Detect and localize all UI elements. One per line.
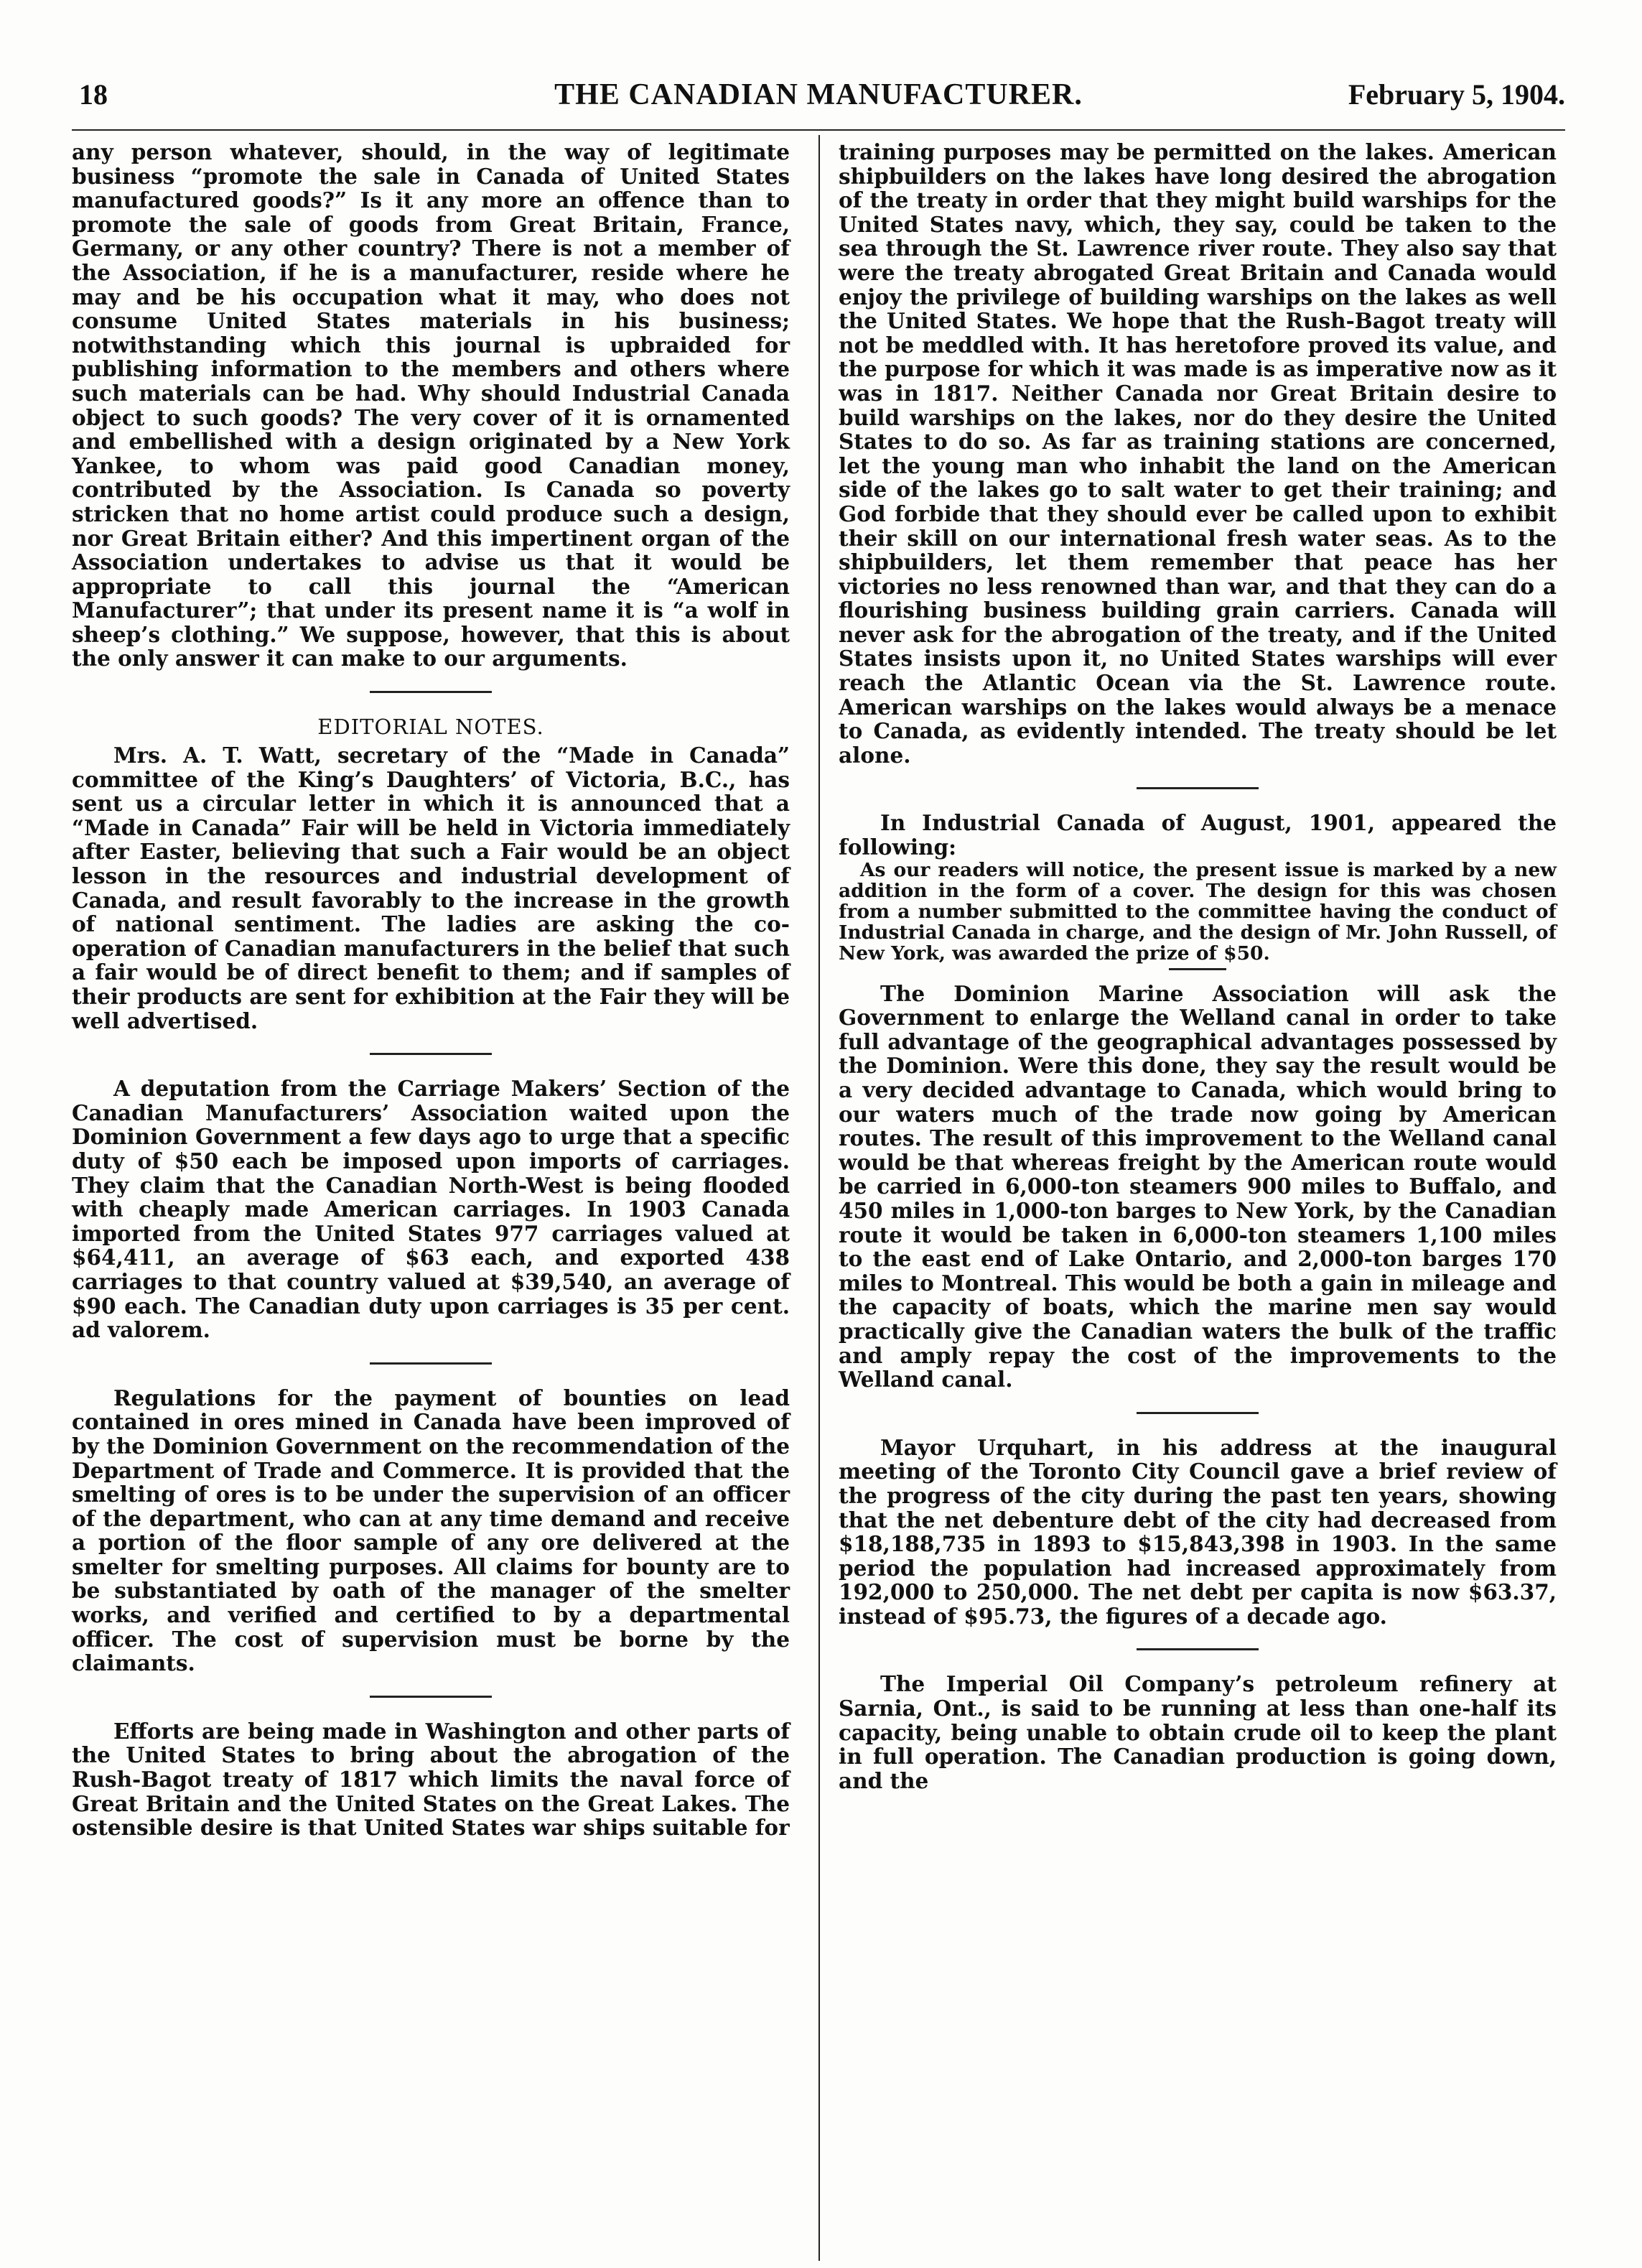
section-divider <box>370 1696 492 1698</box>
quote-divider <box>1169 968 1226 970</box>
note-toronto-debt: Mayor Urquhart, in his address at the inaugural meeting of the Toronto City Council gave a brief review of the progress of the city during the past ten years, showing that the net debenture debt of the city had decreased from $18,188,735 in 1893 to $15,843,398 in 1903. In the same period the population had increased approximately from 192,000 to 250,000. The net debt per capita is now $63.37, instead of $95.73, the figures of a decade ago. <box>839 1434 1557 1629</box>
note-industrial-canada: In Industrial Canada of August, 1901, appeared the following: <box>839 810 1557 860</box>
section-divider <box>370 1362 492 1365</box>
column-divider <box>818 135 820 2261</box>
note-carriage-makers: A deputation from the Carriage Makers’ Section of the Canadian Manufacturers’ Association waited upon the Dominion Government a few days ago to urge that a specific duty of $50 each be imposed upon imports of carriages. They claim that the Canadian North-West is being flooded with cheaply made American carriages. In 1903 Canada imported from the United States 977 carriages valued at $64,411, an average of $63 each, and exported 438 carriages to that country valued at $39,540, an average of $90 each. The Canadian duty upon carriages is 35 per cent. ad valorem. <box>72 1076 790 1343</box>
rush-bagot-continuation: training purposes may be permitted on the lakes. American shipbuilders on the lakes have long desired the abrogation of the treaty in order that they might build warships for the United States navy, which, they say, could be taken to the sea through the St. Lawrence river route. They also say that were the treaty abrogated Great Britain and Canada would enjoy the privilege of building warships on the lakes as well the United States. We hope that the Rush-Bagot treaty will not be meddled with. It has heretofore proved its value, and the purpose for which it was made is as imperative now as it was in 1817. Neither Canada nor Great Britain desire to build warships on the lakes, nor do they desire the United States to do so. As far as training stations are concerned, let the young man who inhabit the land on the American side of the lakes go to salt water to get their training; and God forbide that they should ever be called upon to exhibit their skill on our international fresh water seas. As to the shipbuilders, let them remember that peace has her victories no less renowned than war, and that they can do a flourishing business building grain carriers. Canada will never ask for the abrogation of the treaty, and if the United States insists upon it, no United States warships will ever reach the Atlantic Ocean via the St. Lawrence route. American warships on the lakes would always be a menace to Canada, as evidently intended. The treaty should be let alone. <box>839 139 1557 768</box>
section-divider <box>370 691 492 693</box>
section-divider <box>1137 787 1259 789</box>
article-continuation: any person whatever, should, in the way of legitimate business “promote the sale in Canada of United States manufactured goods?” Is it any more an offence than to promote the sale of goods from Great Britain, France, Germany, or any other country? There is not a member of the Association, if he is a manufacturer, reside where he may and be his occupation what it may, who does not consume United States materials in his business; notwithstanding which this journal is upbraided for publishing information to the members and others where such materials can be had. Why should Industrial Canada object to such goods? The very cover of it is ornamented and embellished with a design originated by a New York Yankee, to whom was paid good Canadian money, contributed by the Association. Is Canada so poverty stricken that no home artist could produce such a design, nor Great Britain either? And this impertinent organ of the Association undertakes to advise us that it would be appropriate to call this journal the “American Manufacturer”; that under its present name it is “a wolf in sheep’s clothing.” We suppose, however, that this is about the only answer it can make to our arguments. <box>72 139 790 671</box>
right-column <box>839 140 1557 1793</box>
page-header <box>72 78 1565 121</box>
note-rush-bagot-treaty: Efforts are being made in Washington and other parts of the United States to bring about the abrogation of the Rush-Bagot treaty of 1817 which limits the naval force of Great Britain and the United States on the Great Lakes. The ostensible desire is that United States war ships suitable for <box>72 1718 790 1841</box>
page-number: 18 <box>79 78 108 111</box>
note-welland-canal: The Dominion Marine Association will ask the Government to enlarge the Welland canal in order to take full advantage of the geographical advantages possessed by the Dominion. Were this done, they say the result would be a very decided advantage to Canada, which would bring to our waters much of the trade now going by American routes. The result of this improvement to the Welland canal would be that whereas freight by the American route would be carried in 6,000-ton steamers 900 miles to Buffalo, and 450 miles in 1,000-ton barges to New York, by the Canadian route it would be taken in 6,000-ton steamers 1,100 miles to the east end of Lake Ontario, and 2,000-ton barges 170 miles to Montreal. This would be both a gain in mileage and the capacity of boats, which the marine men say would practically give the Canadian waters the bulk of the traffic and amply repay the cost of the improvements to the Welland canal. <box>839 980 1557 1393</box>
publication-title: THE CANADIAN MANUFACTURER. <box>554 78 1083 111</box>
section-divider <box>370 1053 492 1055</box>
quoted-passage: As our readers will notice, the present issue is marked by a new addition in the form of a cover. The design for this was chosen from a number submitted to the committee having the conduct of Industrial Canada in charge, and the design of Mr. John Russell, of New York, was awarded the prize of $50. <box>839 858 1557 965</box>
editorial-notes-heading: EDITORIAL NOTES. <box>317 715 544 740</box>
left-column <box>72 140 790 1840</box>
section-divider <box>1137 1412 1259 1414</box>
note-made-in-canada-fair: Mrs. A. T. Watt, secretary of the “Made in Canada” committee of the King’s Daughters’ of Victoria, B.C., has sent us a circular letter in which it is announced that a “Made in Canada” Fair will be held in Victoria immediately after Easter, believing that such a Fair would be an object lesson in the resources and industrial development of Canada, and result favorably to the increase in the growth of national sentiment. The ladies are asking the co-operation of Canadian manufacturers in the belief that such a fair would be of direct benefit to them; and if samples of their products are sent for exhibition at the Fair they will be well advertised. <box>72 743 790 1033</box>
header-rule <box>72 129 1565 131</box>
note-lead-bounties: Regulations for the payment of bounties on lead contained in ores mined in Canada have been improved of by the Dominion Government on the recommendation of the Department of Trade and Commerce. It is provided that the smelting of ores is to be under the supervision of an officer of the department, who can at any time demand and receive a portion of the floor sample of any ore delivered at the smelter for smelting purposes. All claims for bounty are to be substantiated by oath of the manager of the smelter works, and verified and certified to by a departmental officer. The cost of supervision must be borne by the claimants. <box>72 1385 790 1676</box>
issue-date: February 5, 1904. <box>1348 78 1565 111</box>
section-divider <box>1137 1648 1259 1650</box>
note-imperial-oil: The Imperial Oil Company’s petroleum refinery at Sarnia, Ont., is said to be running at less than one-half its capacity, being unable to obtain crude oil to keep the plant in full operation. The Canadian production is going down, and the <box>839 1671 1557 1793</box>
